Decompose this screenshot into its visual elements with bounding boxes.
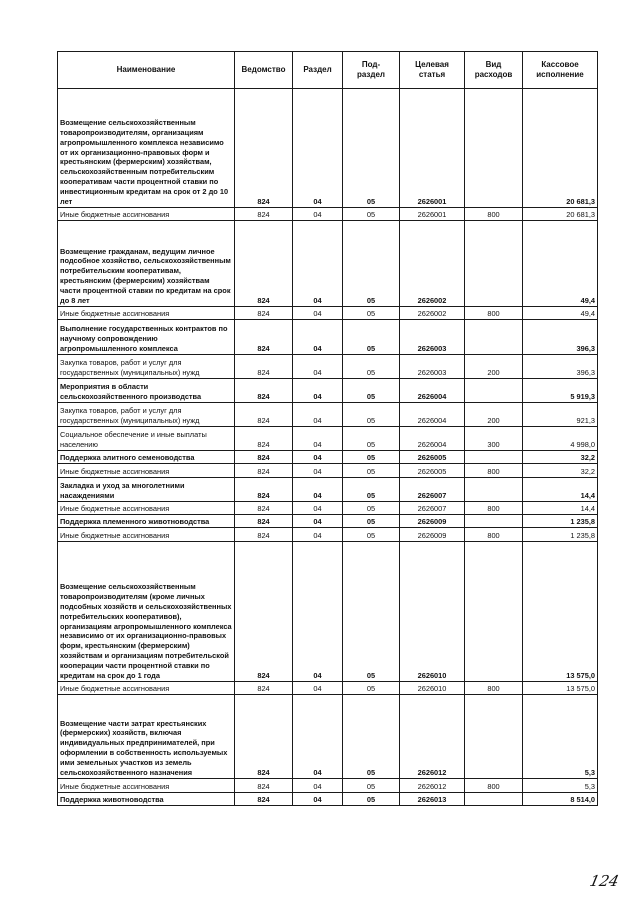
table-row bbox=[58, 379, 598, 403]
row-name: Поддержка животноводства bbox=[58, 793, 235, 806]
row-target-article: 2626007 bbox=[400, 502, 465, 515]
row-razdel: 04 bbox=[293, 451, 343, 464]
row-razdel: 04 bbox=[293, 779, 343, 793]
header-razdel: Раздел bbox=[293, 52, 343, 89]
row-expense-type: 800 bbox=[465, 307, 523, 320]
row-name: Возмещение сельскохозяйственным товаропроизводителям, организациям агропромышленного комплекса независимо от их организационно-правовых форм и крестьянским (фермерским) хозяйствам, сельскохозяйственным потребительским кооперативам части процентной ставки по инвестиционным кредитам на срок от 2 до 10 лет bbox=[58, 89, 235, 208]
row-razdel: 04 bbox=[293, 464, 343, 478]
row-amount: 14,4 bbox=[523, 502, 598, 515]
row-podrazdel: 05 bbox=[343, 682, 400, 695]
page-number: 124 bbox=[588, 872, 621, 890]
row-target-article: 2626004 bbox=[400, 403, 465, 427]
table-row bbox=[58, 682, 598, 695]
row-podrazdel: 05 bbox=[343, 542, 400, 682]
row-vedomstvo: 824 bbox=[235, 451, 293, 464]
row-expense-type: 300 bbox=[465, 427, 523, 451]
row-razdel: 04 bbox=[293, 528, 343, 542]
row-razdel: 04 bbox=[293, 515, 343, 528]
row-name: Возмещение гражданам, ведущим личное подсобное хозяйство, сельскохозяйственным потребительским кооперативам, крестьянским (фермерским) хозяйствам части процентной ставки по кредитам на срок до 8 лет bbox=[58, 221, 235, 307]
row-target-article: 2626001 bbox=[400, 89, 465, 208]
row-razdel: 04 bbox=[293, 793, 343, 806]
row-expense-type: 800 bbox=[465, 779, 523, 793]
row-vedomstvo: 824 bbox=[235, 695, 293, 779]
row-target-article: 2626002 bbox=[400, 221, 465, 307]
row-expense-type: 800 bbox=[465, 528, 523, 542]
row-amount: 921,3 bbox=[523, 403, 598, 427]
row-amount: 396,3 bbox=[523, 355, 598, 379]
row-vedomstvo: 824 bbox=[235, 208, 293, 221]
header-podrazdel: Под- раздел bbox=[343, 52, 400, 89]
table-row bbox=[58, 478, 598, 502]
row-amount: 20 681,3 bbox=[523, 208, 598, 221]
row-name: Социальное обеспечение и иные выплаты населению bbox=[58, 427, 235, 451]
row-expense-type bbox=[465, 451, 523, 464]
row-amount: 13 575,0 bbox=[523, 542, 598, 682]
row-razdel: 04 bbox=[293, 502, 343, 515]
row-name: Закладка и уход за многолетними насаждениями bbox=[58, 478, 235, 502]
row-podrazdel: 05 bbox=[343, 221, 400, 307]
row-name: Возмещение сельскохозяйственным товаропроизводителям (кроме личных подсобных хозяйств и сельскохозяйственных потребительских кооперативов), организациям агропромышленного комплекса независимо от их организационно-правовых форм, крестьянским (фермерским) хозяйствам и организациям потребительской кооперации части процентной ставки по кредитам на срок до 1 года bbox=[58, 542, 235, 682]
row-amount: 49,4 bbox=[523, 221, 598, 307]
row-razdel: 04 bbox=[293, 307, 343, 320]
row-podrazdel: 05 bbox=[343, 478, 400, 502]
row-target-article: 2626012 bbox=[400, 779, 465, 793]
header-target-article: Целевая статья bbox=[400, 52, 465, 89]
table-row bbox=[58, 89, 598, 208]
row-vedomstvo: 824 bbox=[235, 307, 293, 320]
row-target-article: 2626010 bbox=[400, 682, 465, 695]
table-row bbox=[58, 320, 598, 355]
row-razdel: 04 bbox=[293, 403, 343, 427]
row-amount: 20 681,3 bbox=[523, 89, 598, 208]
row-amount: 5,3 bbox=[523, 779, 598, 793]
row-expense-type: 800 bbox=[465, 208, 523, 221]
table-body bbox=[58, 89, 598, 806]
row-target-article: 2626003 bbox=[400, 320, 465, 355]
row-name: Закупка товаров, работ и услуг для государственных (муниципальных) нужд bbox=[58, 403, 235, 427]
row-name: Иные бюджетные ассигнования bbox=[58, 464, 235, 478]
row-podrazdel: 05 bbox=[343, 355, 400, 379]
row-vedomstvo: 824 bbox=[235, 515, 293, 528]
row-name: Закупка товаров, работ и услуг для государственных (муниципальных) нужд bbox=[58, 355, 235, 379]
row-vedomstvo: 824 bbox=[235, 403, 293, 427]
row-vedomstvo: 824 bbox=[235, 502, 293, 515]
row-razdel: 04 bbox=[293, 208, 343, 221]
row-name: Выполнение государственных контрактов по научному сопровождению агропромышленного комплекса bbox=[58, 320, 235, 355]
row-vedomstvo: 824 bbox=[235, 528, 293, 542]
row-name: Поддержка племенного животноводства bbox=[58, 515, 235, 528]
row-vedomstvo: 824 bbox=[235, 320, 293, 355]
row-razdel: 04 bbox=[293, 379, 343, 403]
row-podrazdel: 05 bbox=[343, 89, 400, 208]
row-amount: 5,3 bbox=[523, 695, 598, 779]
row-name: Иные бюджетные ассигнования bbox=[58, 779, 235, 793]
row-podrazdel: 05 bbox=[343, 528, 400, 542]
header-name: Наименование bbox=[58, 52, 235, 89]
row-amount: 8 514,0 bbox=[523, 793, 598, 806]
table-row bbox=[58, 307, 598, 320]
row-target-article: 2626005 bbox=[400, 451, 465, 464]
table-row bbox=[58, 515, 598, 528]
row-expense-type bbox=[465, 379, 523, 403]
row-razdel: 04 bbox=[293, 427, 343, 451]
header-cash-execution: Кассовое исполнение bbox=[523, 52, 598, 89]
table-row bbox=[58, 355, 598, 379]
table-row bbox=[58, 779, 598, 793]
row-vedomstvo: 824 bbox=[235, 427, 293, 451]
row-razdel: 04 bbox=[293, 542, 343, 682]
row-vedomstvo: 824 bbox=[235, 682, 293, 695]
table-row bbox=[58, 502, 598, 515]
row-razdel: 04 bbox=[293, 221, 343, 307]
row-podrazdel: 05 bbox=[343, 403, 400, 427]
row-podrazdel: 05 bbox=[343, 307, 400, 320]
row-vedomstvo: 824 bbox=[235, 379, 293, 403]
row-podrazdel: 05 bbox=[343, 695, 400, 779]
row-amount: 4 998,0 bbox=[523, 427, 598, 451]
row-target-article: 2626002 bbox=[400, 307, 465, 320]
row-name: Иные бюджетные ассигнования bbox=[58, 307, 235, 320]
row-podrazdel: 05 bbox=[343, 464, 400, 478]
table-row bbox=[58, 695, 598, 779]
row-name: Мероприятия в области сельскохозяйственного производства bbox=[58, 379, 235, 403]
header-vedomstvo: Ведомство bbox=[235, 52, 293, 89]
row-podrazdel: 05 bbox=[343, 793, 400, 806]
row-podrazdel: 05 bbox=[343, 515, 400, 528]
row-podrazdel: 05 bbox=[343, 427, 400, 451]
row-amount: 1 235,8 bbox=[523, 515, 598, 528]
row-target-article: 2626005 bbox=[400, 464, 465, 478]
row-podrazdel: 05 bbox=[343, 208, 400, 221]
row-target-article: 2626004 bbox=[400, 379, 465, 403]
row-vedomstvo: 824 bbox=[235, 779, 293, 793]
row-razdel: 04 bbox=[293, 320, 343, 355]
row-vedomstvo: 824 bbox=[235, 542, 293, 682]
row-expense-type bbox=[465, 320, 523, 355]
row-target-article: 2626012 bbox=[400, 695, 465, 779]
row-target-article: 2626009 bbox=[400, 528, 465, 542]
header-expense-type: Вид расходов bbox=[465, 52, 523, 89]
row-expense-type bbox=[465, 478, 523, 502]
table-row bbox=[58, 451, 598, 464]
table-row bbox=[58, 793, 598, 806]
row-podrazdel: 05 bbox=[343, 320, 400, 355]
row-podrazdel: 05 bbox=[343, 502, 400, 515]
row-amount: 32,2 bbox=[523, 464, 598, 478]
row-expense-type: 800 bbox=[465, 502, 523, 515]
table-row bbox=[58, 221, 598, 307]
row-expense-type bbox=[465, 221, 523, 307]
header-row bbox=[58, 52, 598, 89]
row-razdel: 04 bbox=[293, 478, 343, 502]
table-row bbox=[58, 403, 598, 427]
row-target-article: 2626007 bbox=[400, 478, 465, 502]
row-amount: 13 575,0 bbox=[523, 682, 598, 695]
row-name: Возмещение части затрат крестьянских (фермерских) хозяйств, включая индивидуальных предпринимателей, при оформлении в собственность используемых ими земельных участков из земель сельскохозяйственного назначения bbox=[58, 695, 235, 779]
row-amount: 14,4 bbox=[523, 478, 598, 502]
row-razdel: 04 bbox=[293, 682, 343, 695]
row-vedomstvo: 824 bbox=[235, 221, 293, 307]
row-vedomstvo: 824 bbox=[235, 793, 293, 806]
table-row bbox=[58, 427, 598, 451]
table-row bbox=[58, 542, 598, 682]
row-target-article: 2626001 bbox=[400, 208, 465, 221]
row-name: Иные бюджетные ассигнования bbox=[58, 682, 235, 695]
table-row bbox=[58, 464, 598, 478]
row-expense-type bbox=[465, 542, 523, 682]
row-amount: 32,2 bbox=[523, 451, 598, 464]
row-amount: 5 919,3 bbox=[523, 379, 598, 403]
row-name: Иные бюджетные ассигнования bbox=[58, 208, 235, 221]
row-expense-type bbox=[465, 695, 523, 779]
row-podrazdel: 05 bbox=[343, 779, 400, 793]
table-row bbox=[58, 208, 598, 221]
row-vedomstvo: 824 bbox=[235, 89, 293, 208]
budget-table bbox=[57, 51, 598, 806]
row-name: Поддержка элитного семеноводства bbox=[58, 451, 235, 464]
row-razdel: 04 bbox=[293, 89, 343, 208]
row-amount: 396,3 bbox=[523, 320, 598, 355]
row-target-article: 2626004 bbox=[400, 427, 465, 451]
row-expense-type bbox=[465, 515, 523, 528]
row-vedomstvo: 824 bbox=[235, 355, 293, 379]
row-expense-type: 800 bbox=[465, 464, 523, 478]
row-amount: 49,4 bbox=[523, 307, 598, 320]
row-target-article: 2626013 bbox=[400, 793, 465, 806]
row-razdel: 04 bbox=[293, 695, 343, 779]
row-target-article: 2626009 bbox=[400, 515, 465, 528]
row-target-article: 2626010 bbox=[400, 542, 465, 682]
row-name: Иные бюджетные ассигнования bbox=[58, 528, 235, 542]
row-expense-type: 800 bbox=[465, 682, 523, 695]
row-amount: 1 235,8 bbox=[523, 528, 598, 542]
row-podrazdel: 05 bbox=[343, 451, 400, 464]
row-expense-type bbox=[465, 89, 523, 208]
row-target-article: 2626003 bbox=[400, 355, 465, 379]
table-row bbox=[58, 528, 598, 542]
row-expense-type bbox=[465, 793, 523, 806]
row-razdel: 04 bbox=[293, 355, 343, 379]
row-podrazdel: 05 bbox=[343, 379, 400, 403]
row-vedomstvo: 824 bbox=[235, 478, 293, 502]
row-name: Иные бюджетные ассигнования bbox=[58, 502, 235, 515]
row-expense-type: 200 bbox=[465, 403, 523, 427]
row-vedomstvo: 824 bbox=[235, 464, 293, 478]
row-expense-type: 200 bbox=[465, 355, 523, 379]
